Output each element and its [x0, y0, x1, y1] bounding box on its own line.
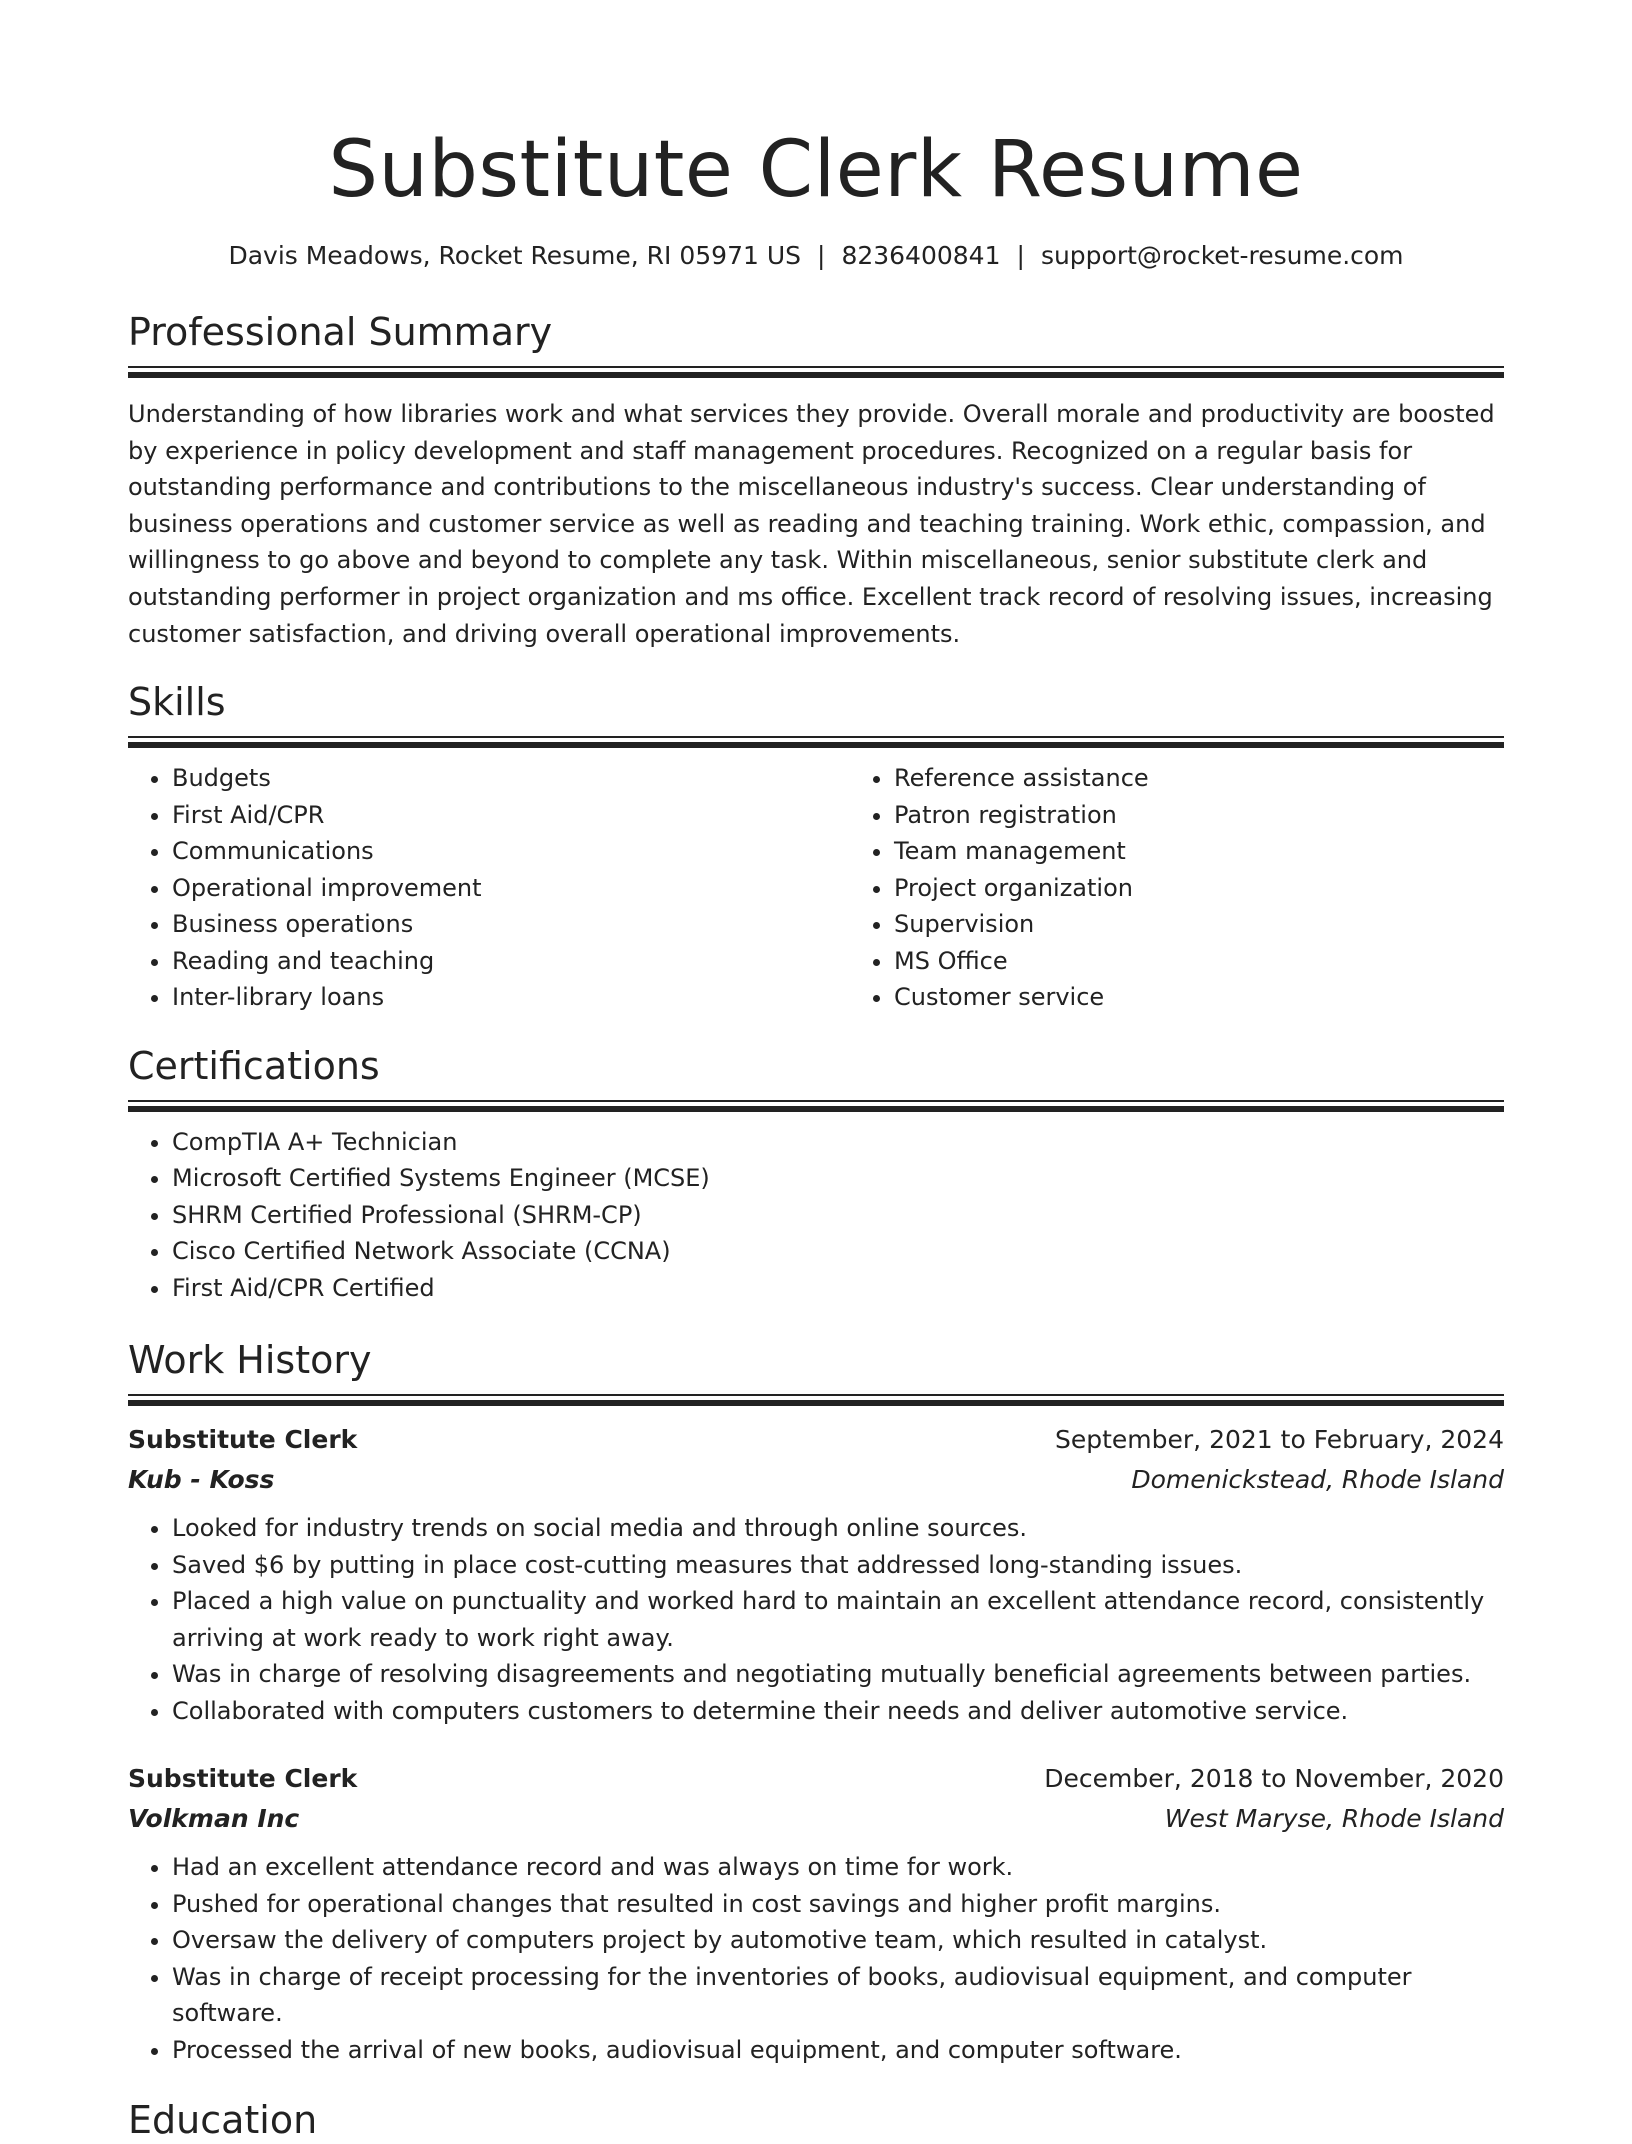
job-title: Substitute Clerk	[128, 1764, 358, 1794]
certification-item: • Cisco Certified Network Associate (CCNA)	[172, 1233, 1504, 1270]
section-divider	[128, 736, 1504, 750]
work-history-section	[128, 1336, 1504, 2068]
job-company: Volkman Inc	[128, 1804, 300, 1834]
job-bullets	[128, 1510, 1504, 1729]
skill-item: • Team management	[894, 833, 1504, 870]
skills-grid	[128, 760, 1504, 1016]
skill-item: • MS Office	[894, 943, 1504, 980]
skills-heading: Skills	[128, 680, 226, 725]
certifications-list	[128, 1124, 1504, 1307]
job-dates: December, 2018 to November, 2020	[1044, 1764, 1504, 1794]
contact-address: Davis Meadows, Rocket Resume, RI 05971 US	[228, 241, 801, 270]
skill-item: • Reading and teaching	[172, 943, 850, 980]
skills-list-right	[850, 760, 1504, 1016]
contact-phone: 8236400841	[841, 241, 1001, 270]
section-divider	[128, 1100, 1504, 1114]
skill-item: • Reference assistance	[894, 760, 1504, 797]
contact-separator: |	[1016, 241, 1025, 270]
page-title: Substitute Clerk Resume	[328, 125, 1304, 215]
job-subheader	[128, 1460, 1504, 1500]
summary-text: Understanding of how libraries work and what services they provide. Overall morale and productivity are boosted by experience in policy development and staff management procedures. Recognized on a regular basis for outstanding performance and contributions to the miscellaneous industry's success. Clear understanding of business operations and customer service as well as reading and teaching training. Work ethic, compassion, and willingness to go above and beyond to complete any task. Within miscellaneous, senior substitute clerk and outstanding performer in project organization and ms office. Excellent track record of resolving issues, increasing customer satisfaction, and driving overall operational improvements.	[128, 400, 1495, 648]
job-bullet: • Was in charge of receipt processing for the inventories of books, audiovisual equipment, and computer software.	[172, 1959, 1504, 2032]
job-location: West Maryse, Rhode Island	[1164, 1804, 1504, 1834]
skill-item: • Project organization	[894, 870, 1504, 907]
skill-item: • Business operations	[172, 906, 850, 943]
job-bullet: • Pushed for operational changes that resulted in cost savings and higher profit margins.	[172, 1886, 1504, 1923]
skill-item: • First Aid/CPR	[172, 797, 850, 834]
job-header	[128, 1759, 1504, 1799]
skill-item: • Operational improvement	[172, 870, 850, 907]
certifications-heading: Certifications	[128, 1043, 380, 1088]
summary-section	[128, 308, 1504, 652]
certifications-section	[128, 1042, 1504, 1307]
job-bullet: • Collaborated with computers customers to determine their needs and deliver automotive service.	[172, 1693, 1504, 1730]
skill-item: • Budgets	[172, 760, 850, 797]
contact-line	[128, 240, 1504, 272]
job-company: Kub - Koss	[128, 1465, 275, 1495]
skill-item: • Patron registration	[894, 797, 1504, 834]
job-dates: September, 2021 to February, 2024	[1055, 1425, 1504, 1455]
contact-separator: |	[817, 241, 826, 270]
certification-item: • First Aid/CPR Certified	[172, 1270, 1504, 1307]
job-bullets	[128, 1849, 1504, 2068]
job-entry	[128, 1759, 1504, 2068]
skill-item: • Inter-library loans	[172, 979, 850, 1016]
job-bullet: • Had an excellent attendance record and was always on time for work.	[172, 1849, 1504, 1886]
job-bullet: • Was in charge of resolving disagreements and negotiating mutually beneficial agreements between parties.	[172, 1656, 1504, 1693]
skill-item: • Customer service	[894, 979, 1504, 1016]
skills-section	[128, 678, 1504, 1016]
contact-email: support@rocket-resume.com	[1040, 241, 1404, 270]
work-history-heading: Work History	[128, 1338, 372, 1383]
skill-item: • Communications	[172, 833, 850, 870]
job-bullet: • Looked for industry trends on social media and through online sources.	[172, 1510, 1504, 1547]
job-bullet: • Processed the arrival of new books, audiovisual equipment, and computer software.	[172, 2032, 1504, 2069]
job-entry	[128, 1420, 1504, 1729]
section-divider	[128, 1394, 1504, 1408]
job-bullet: • Oversaw the delivery of computers project by automotive team, which resulted in catalyst.	[172, 1922, 1504, 1959]
certification-item: • Microsoft Certified Systems Engineer (MCSE)	[172, 1160, 1504, 1197]
job-bullet: • Saved $6 by putting in place cost-cutting measures that addressed long-standing issues.	[172, 1547, 1504, 1584]
certification-item: • CompTIA A+ Technician	[172, 1124, 1504, 1161]
job-bullet: • Placed a high value on punctuality and worked hard to maintain an excellent attendance record, consistently arriving at work ready to work right away.	[172, 1583, 1504, 1656]
job-subheader	[128, 1799, 1504, 1839]
education-section	[128, 2096, 1504, 2144]
skill-item: • Supervision	[894, 906, 1504, 943]
certification-item: • SHRM Certified Professional (SHRM-CP)	[172, 1197, 1504, 1234]
job-location: Domenickstead, Rhode Island	[1131, 1465, 1504, 1495]
section-divider	[128, 366, 1504, 380]
skills-list-left	[128, 760, 850, 1016]
summary-heading: Professional Summary	[128, 310, 553, 354]
education-heading: Education	[128, 2098, 318, 2143]
job-title: Substitute Clerk	[128, 1425, 358, 1455]
job-header	[128, 1420, 1504, 1460]
